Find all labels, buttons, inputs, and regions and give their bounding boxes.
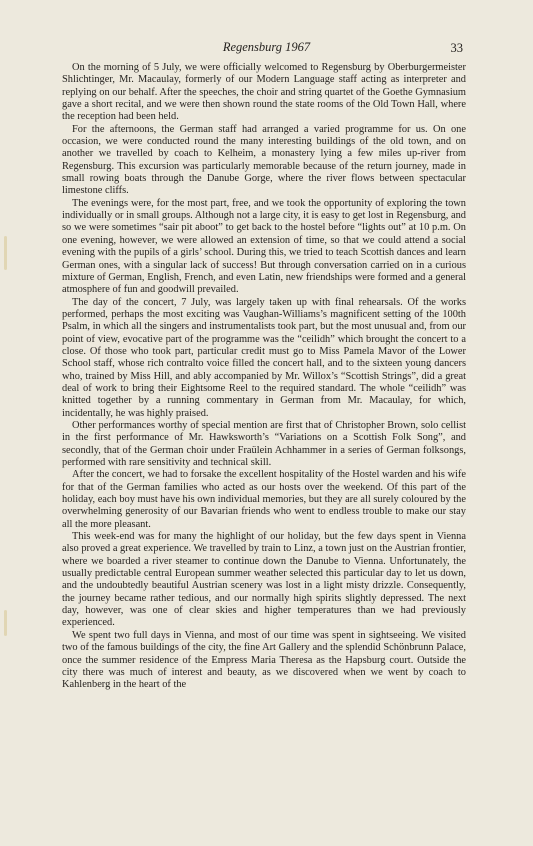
page-blemish [4,236,7,270]
body-text [62,62,466,692]
running-title: Regensburg 1967 [222,40,311,54]
paragraph: For the afternoons, the German staff had arranged a varied programme for us. On one occasion, we were conducted round the many interesting buildings of the old town, and on another we travelled by coach to Kelheim, a monastery lying a few miles up-river from Regensburg. This excursion was particularly memorable because of the return journey, made in small rowing boats through the Danube Gorge, where the river flows between spectacular limestone cliffs. [62,123,466,197]
paragraph: After the concert, we had to forsake the excellent hospitality of the Hostel warden and his wife for that of the German families who acted as our hosts over the weekend. Of this part of the holiday, each boy must have his own individual memories, but they are all surely coloured by the overwhelming generosity of our Bavarian friends who went to endless trouble to make our stay all the more pleasant. [62,469,466,530]
paragraph: We spent two full days in Vienna, and most of our time was spent in sightseeing. We visited two of the famous buildings of the city, the fine Art Gallery and the splendid Schönbrunn Palace, once the summer residence of the Empress Maria Theresa as the Hapsburg court. Outside the city there was much of interest and beauty, as we discovered when we went by coach to Kahlenberg in the heart of the [62,629,466,691]
page-number: 33 [450,41,463,55]
paragraph: On the morning of 5 July, we were officially welcomed to Regensburg by Oberburgermeister Shlichtinger, Mr. Macaulay, formerly of our Modern Language staff acting as interpreter and replying on our behalf. After the speeches, the choir and string quartet of the Goethe Gymnasium gave a short recital, and we were then shown round the state rooms of the Old Town Hall, where the reception had been held. [62,62,466,123]
paragraph: Other performances worthy of special mention are first that of Christopher Brown, solo cellist in the first performance of Mr. Hawksworth’s “Variations on a Scottish Folk Song”, and secondly, that of the German choir under Fraülein Achhammer in a series of German folksongs, performed with rare sensitivity and technical skill. [62,419,466,468]
paragraph: This week-end was for many the highlight of our holiday, but the few days spent in Vienna also proved a great experience. We travelled by train to Linz, a town just on the Austrian frontier, where we boarded a river steamer to continue down the Danube to Vienna. Unfortunately, the usually predictable central European summer weather selected this particular day to let us down, and the undoubtedly beautiful Austrian scenery was lost in a light misty drizzle. Consequently, the journey became rather tedious, and our normally high spirits slightly depressed. The next day, however, was one of clear skies and higher temperatures than we had previously experienced. [62,531,466,629]
page-blemish [4,610,7,636]
paragraph: The evenings were, for the most part, free, and we took the opportunity of exploring the town individually or in small groups. Although not a large city, it is easy to get lost in Regensburg, and so we were sometimes “sair pit aboot” to get back to the hostel before “lights out” at 10 p.m. On one evening, however, we were allowed an extension of time, so that we could attend a social evening with the pupils of a girls’ school. During this, we tried to teach Scottish dances and learn German ones, with a singular lack of success! But through conversation carried on in a curious mixture of German, English, French, and even Latin, new friendships were formed and a general atmosphere of fun and goodwill prevailed. [62,197,466,296]
paragraph: The day of the concert, 7 July, was largely taken up with final rehearsals. Of the works performed, perhaps the most exciting was Vaughan-Williams’s magnificent setting of the 100th Psalm, in which all the singers and instrumentalists took part, but the most unusual and, from our point of view, evocative part of the programme was the “ceilidh” which brought the concert to a close. Of those who took part, particular credit must go to Miss Pamela Mavor of the Lower School staff, whose rich contralto voice filled the concert hall, and to the sixteen young dancers who, trained by Miss Hill, and ably accompanied by Mr. Willox’s “Scottish Strings”, did a great deal of work to bring their Eightsome Reel to the required standard. The whole “ceilidh” was knitted together by a running commentary in German from Mr. Macaulay, for which, incidentally, he was highly praised. [62,296,466,419]
page-header [62,40,471,60]
